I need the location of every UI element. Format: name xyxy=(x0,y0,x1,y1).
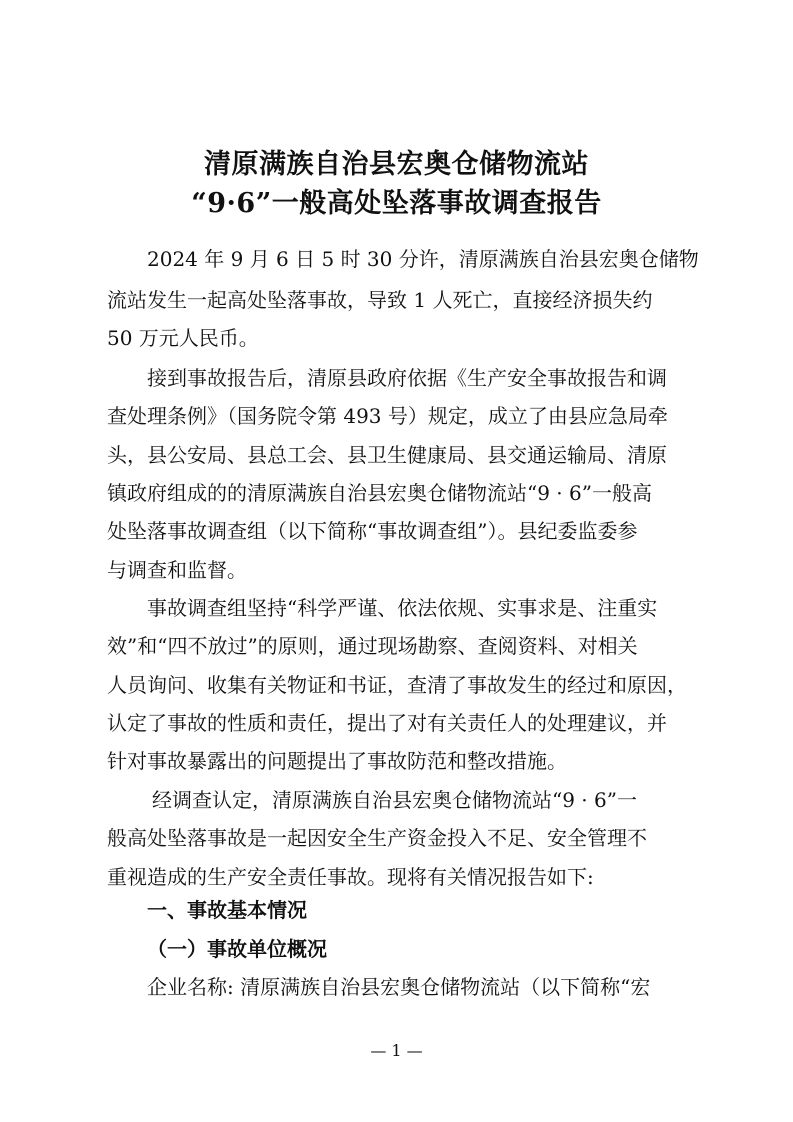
report-title-line-2: “9·6”一般高处坠落事故调查报告 xyxy=(191,188,602,219)
section-heading: 一、事故基本情况 xyxy=(147,898,307,922)
body-line: 2024 年 9 月 6 日 5 时 30 分许，清原满族自治县宏奥仓储物 xyxy=(147,247,699,271)
body-line: 查处理条例》（国务院令第 493 号）规定，成立了由县应急局牵 xyxy=(107,404,668,428)
body-line: 经调查认定，清原满族自治县宏奥仓储物流站“9 · 6”一 xyxy=(152,788,637,812)
report-title-line-1: 清原满族自治县宏奥仓储物流站 xyxy=(204,149,589,180)
body-line: 针对事故暴露出的问题提出了事故防范和整改措施。 xyxy=(107,749,567,773)
body-line: 与调查和监督。 xyxy=(107,558,247,582)
body-line: 镇政府组成的的清原满族自治县宏奥仓储物流站“9 · 6”一般高 xyxy=(107,481,652,505)
body-line: 事故调查组坚持“科学严谨、依法依规、实事求是、注重实 xyxy=(147,596,658,620)
body-line: 流站发生一起高处坠落事故，导致 1 人死亡，直接经济损失约 xyxy=(107,288,653,312)
body-line: 般高处坠落事故是一起因安全生产资金投入不足、安全管理不 xyxy=(107,826,647,850)
body-line: 人员询问、收集有关物证和书证，查清了事故发生的经过和原因， xyxy=(107,673,687,697)
body-line: 认定了事故的性质和责任，提出了对有关责任人的处理建议，并 xyxy=(107,711,667,735)
subsection-heading: （一）事故单位概况 xyxy=(147,937,327,961)
body-line: 效”和“四不放过”的原则，通过现场勘察、查阅资料、对相关 xyxy=(107,634,638,658)
body-line: 重视造成的生产安全责任事故。现将有关情况报告如下: xyxy=(107,865,594,889)
body-line: 50 万元人民币。 xyxy=(107,326,259,350)
body-line: 企业名称: 清原满族自治县宏奥仓储物流站（以下简称“宏 xyxy=(147,975,651,999)
body-line: 头，县公安局、县总工会、县卫生健康局、县交通运输局、清原 xyxy=(107,443,667,467)
body-line: 接到事故报告后，清原县政府依据《生产安全事故报告和调 xyxy=(147,366,667,390)
page-number: — 1 — xyxy=(370,1041,423,1060)
body-line: 处坠落事故调查组（以下简称“事故调查组”）。县纪委监委参 xyxy=(107,519,638,543)
